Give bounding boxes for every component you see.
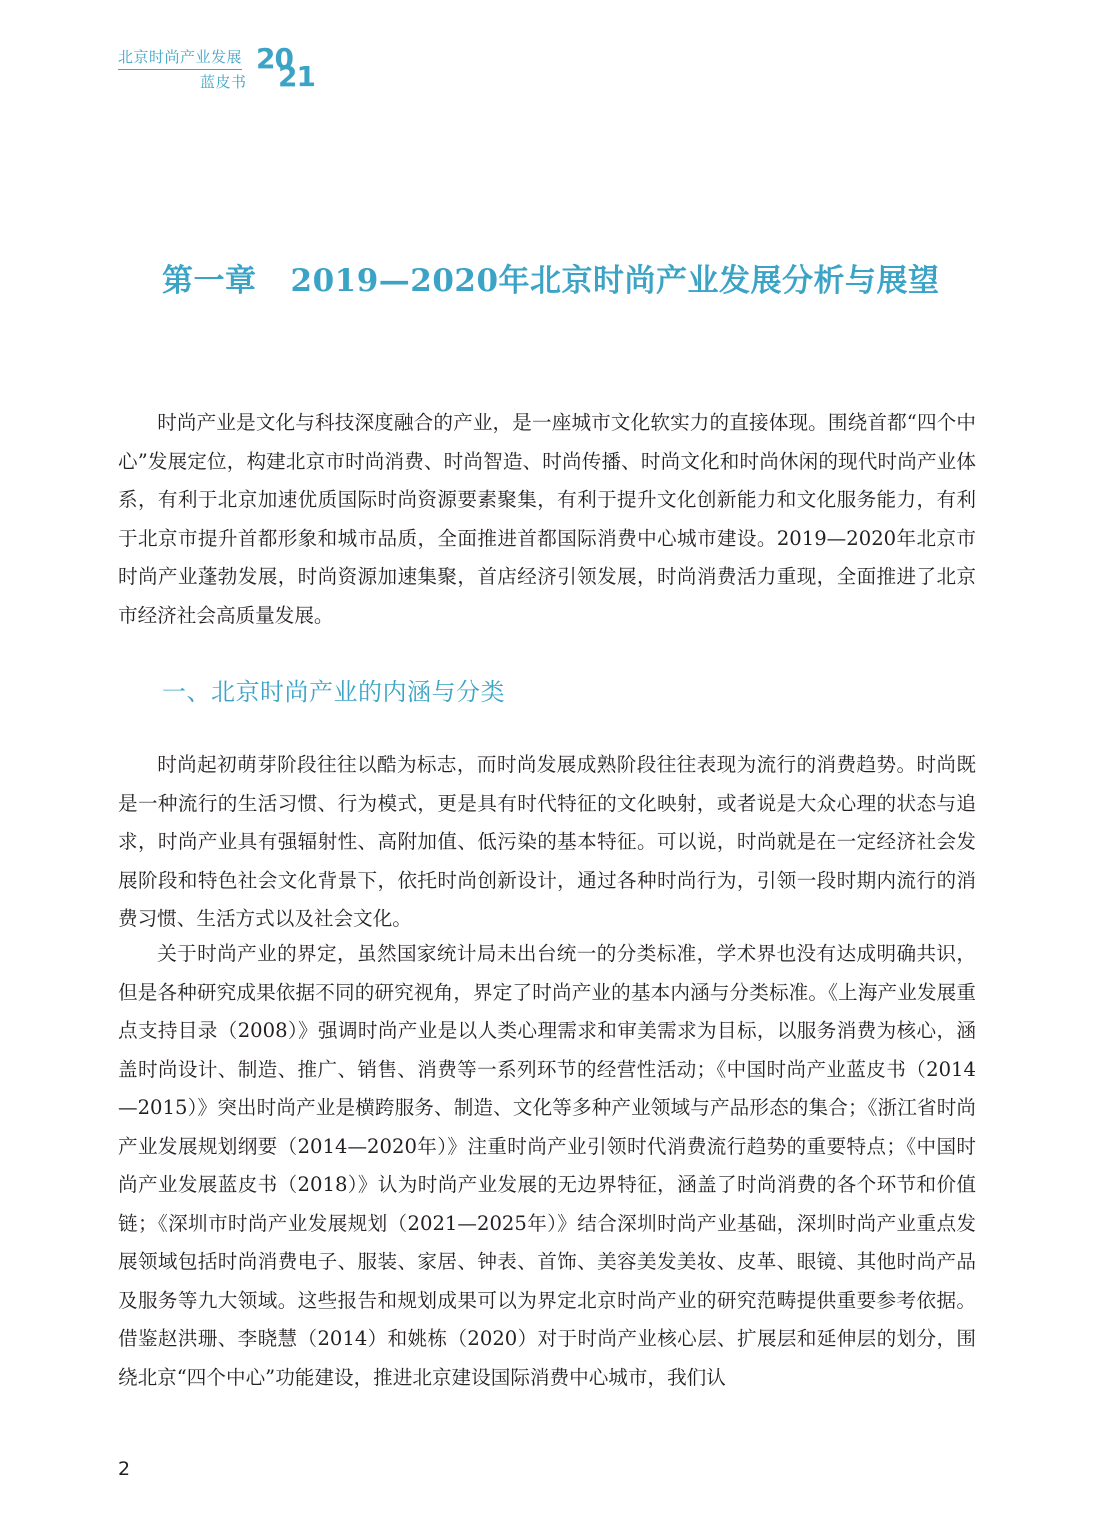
running-header — [118, 44, 318, 92]
header-book-title: 北京时尚产业发展 — [118, 46, 242, 70]
section1-paragraph-2: 关于时尚产业的界定，虽然国家统计局未出台统一的分类标准，学术界也没有达成明确共识，但是各种研究成果依据不同的研究视角，界定了时尚产业的基本内涵与分类标准。《上海产业发展重点支持目录（2008）》强调时尚产业是以人类心理需求和审美需求为目标，以服务消费为核心，涵盖时尚设计、制造、推广、销售、消费等一系列环节的经营性活动；《中国时尚产业蓝皮书（2014—2015）》突出时尚产业是横跨服务、制造、文化等多种产业领域与产品形态的集合；《浙江省时尚产业发展规划纲要（2014—2020年）》注重时尚产业引领时代消费流行趋势的重要特点；《中国时尚产业发展蓝皮书（2018）》认为时尚产业发展的无边界特征，涵盖了时尚消费的各个环节和价值链；《深圳市时尚产业发展规划（2021—2025年）》结合深圳时尚产业基础，深圳时尚产业重点发展领域包括时尚消费电子、服装、家居、钟表、首饰、美容美发美妆、皮革、眼镜、其他时尚产品及服务等九大领域。这些报告和规划成果可以为界定北京时尚产业的研究范畴提供重要参考依据。借鉴赵洪珊、李晓慧（2014）和姚栋（2020）对于时尚产业核心层、扩展层和延伸层的划分，围绕北京“四个中心”功能建设，推进北京建设国际消费中心城市，我们认 — [118, 942, 976, 1389]
chapter-title-text: 2019—2020年北京时尚产业发展分析与展望 — [290, 263, 940, 299]
chapter-title — [162, 255, 982, 300]
intro-paragraph: 时尚产业是文化与科技深度融合的产业，是一座城市文化软实力的直接体现。围绕首都“四个中心”发展定位，构建北京市时尚消费、时尚智造、时尚传播、时尚文化和时尚休闲的现代时尚产业体系，有利于北京加速优质国际时尚资源要素聚集，有利于提升文化创新能力和文化服务能力，有利于北京市提升首都形象和城市品质，全面推进首都国际消费中心城市建设。2019—2020年北京市时尚产业蓬勃发展，时尚资源加速集聚，首店经济引领发展，时尚消费活力重现，全面推进了北京市经济社会高质量发展。 — [118, 411, 976, 627]
section1-paragraph-1: 时尚起初萌芽阶段往往以酷为标志，而时尚发展成熟阶段往往表现为流行的消费趋势。时尚既是一种流行的生活习惯、行为模式，更是具有时代特征的文化映射，或者说是大众心理的状态与追求，时尚产业具有强辐射性、高附加值、低污染的基本特征。可以说，时尚就是在一定经济社会发展阶段和特色社会文化背景下，依托时尚创新设计，通过各种时尚行为，引领一段时期内流行的消费习惯、生活方式以及社会文化。 — [118, 753, 976, 930]
header-book-subtitle: 蓝皮书 — [200, 73, 247, 91]
header-year-logo — [256, 42, 315, 93]
header-year-top: 20 — [256, 42, 293, 75]
chapter-label: 第一章 — [162, 263, 257, 299]
page-number: 2 — [118, 1458, 131, 1480]
section-heading: 一、北京时尚产业的内涵与分类 — [162, 678, 505, 706]
header-year-bottom: 21 — [278, 60, 315, 93]
